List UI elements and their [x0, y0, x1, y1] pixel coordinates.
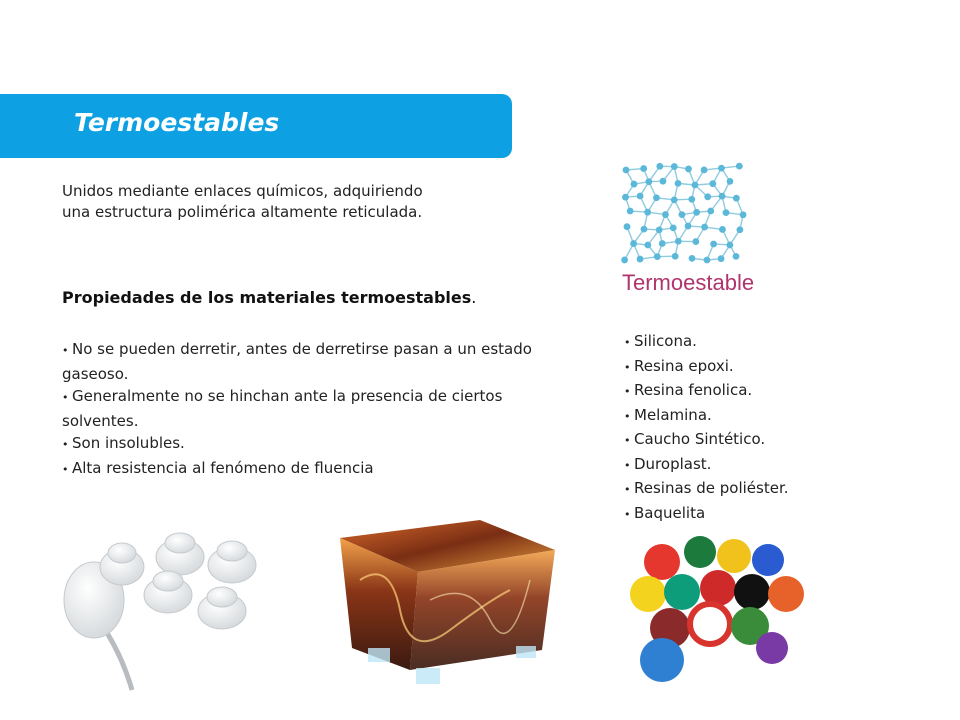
title-bar [0, 94, 512, 158]
molecule-node [740, 211, 747, 218]
molecule-node [671, 163, 678, 170]
list-item: • Melamina. [624, 404, 854, 429]
molecule-node [685, 166, 692, 173]
molecule-node [689, 255, 696, 262]
molecule-node [660, 178, 667, 185]
molecule-node [719, 226, 726, 233]
molecule-node [627, 208, 634, 215]
molecule-node [644, 242, 651, 249]
molecule-node [719, 193, 726, 200]
intro-text [62, 181, 522, 223]
page-title: Termoestables [74, 108, 280, 137]
molecule-node [718, 165, 725, 172]
molecule-node [671, 196, 678, 203]
molecule-node [653, 194, 660, 201]
molecule-node [675, 180, 682, 187]
list-item: • Resinas de poliéster. [624, 477, 854, 502]
intro-line-2: una estructura polimérica altamente reticulada. [62, 203, 423, 221]
molecule-node [736, 163, 743, 170]
molecule-node [637, 193, 644, 200]
properties-heading-period: . [471, 288, 477, 307]
molecule-node [645, 178, 652, 185]
molecule-node [691, 182, 698, 189]
molecule-node [654, 253, 661, 260]
list-item: • Silicona. [624, 330, 854, 355]
list-item: • Baquelita [624, 502, 854, 527]
list-item: • Alta resistencia al fenómeno de fluencia [62, 457, 562, 482]
molecule-node [637, 256, 644, 263]
molecule-node [692, 238, 699, 245]
molecule-node [659, 240, 666, 247]
properties-heading-text: Propiedades de los materiales termoestables [62, 288, 472, 307]
list-item: • Resina epoxi. [624, 355, 854, 380]
molecule-node [701, 224, 708, 231]
list-item: • Son insolubles. [62, 432, 562, 457]
molecule-node [701, 167, 708, 174]
molecule-node [704, 193, 711, 200]
molecule-node [662, 211, 669, 218]
molecule-node [733, 195, 740, 202]
molecule-node [707, 208, 714, 215]
molecule-node [718, 255, 725, 262]
list-item: • Duroplast. [624, 453, 854, 478]
molecule-node [733, 253, 740, 260]
molecule-node [624, 223, 631, 230]
molecule-node [672, 253, 679, 260]
molecule-node [621, 257, 628, 264]
molecule-node [704, 257, 711, 264]
earbuds-silicone-tips-photo [62, 515, 272, 695]
list-item: • No se pueden derretir, antes de derretirse pasan a un estado gaseoso. [62, 338, 562, 385]
molecule-node [644, 209, 651, 216]
molecule-network-illustration [618, 160, 748, 270]
molecule-node [631, 181, 638, 188]
molecule-node [709, 180, 716, 187]
molecule-node [736, 226, 743, 233]
molecule-node [679, 211, 686, 218]
list-item: • Generalmente no se hinchan ante la presencia de ciertos solventes. [62, 385, 562, 432]
examples-list [624, 330, 854, 526]
list-item: • Resina fenolica. [624, 379, 854, 404]
resin-table-photo [330, 520, 560, 698]
molecule-node [727, 178, 734, 185]
molecule-node [623, 167, 630, 174]
billiard-balls-photo [622, 522, 822, 682]
molecule-node [630, 240, 637, 247]
molecule-node [693, 209, 700, 216]
molecule-node [726, 242, 733, 249]
molecule-node [688, 196, 695, 203]
properties-list [62, 338, 562, 481]
molecule-node [670, 225, 677, 232]
molecule-node [675, 238, 682, 245]
molecule-node [656, 163, 663, 170]
molecule-node [685, 223, 692, 230]
diagram-caption: Termoestable [622, 270, 755, 295]
molecule-node [710, 241, 717, 248]
molecule-node [656, 227, 663, 234]
molecule-node [622, 194, 629, 201]
properties-heading [62, 288, 562, 307]
molecule-node [641, 226, 648, 233]
molecule-node [640, 165, 647, 172]
intro-line-1: Unidos mediante enlaces químicos, adquiriendo [62, 182, 423, 200]
molecule-node [723, 209, 730, 216]
list-item: • Caucho Sintético. [624, 428, 854, 453]
